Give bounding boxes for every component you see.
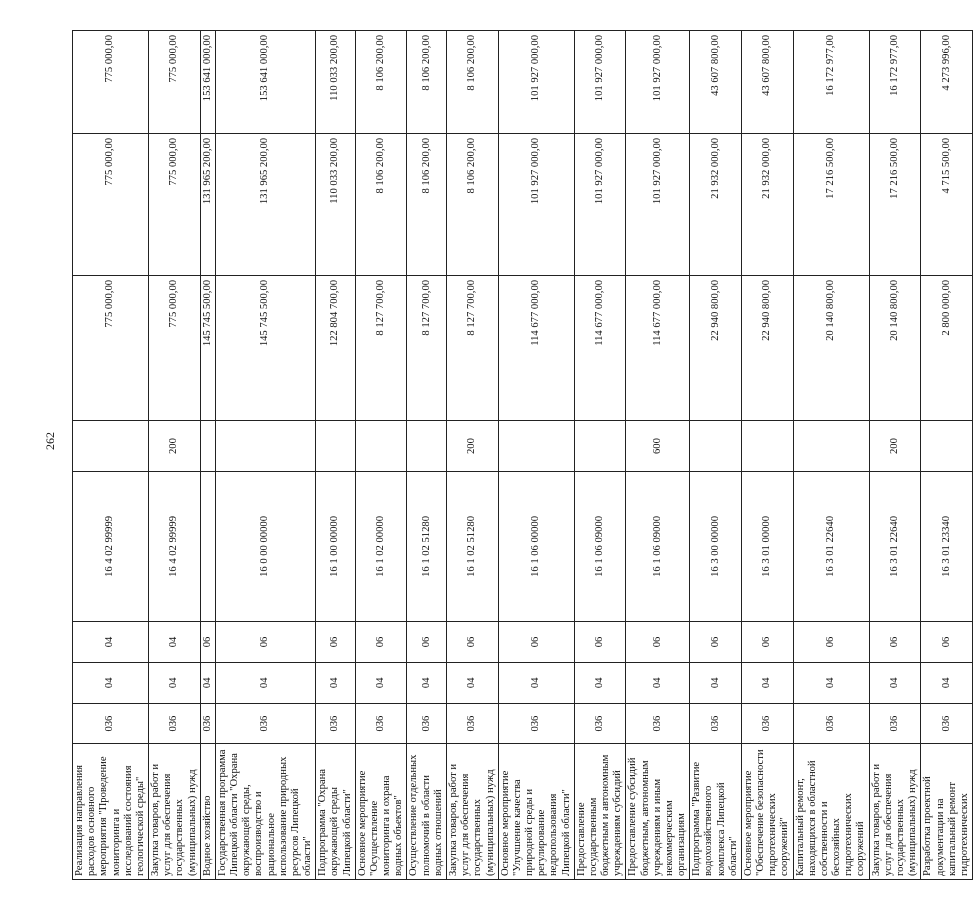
- row-name: Закупка товаров, работ и услуг для обеспечения государственных (муниципальных) нужд: [446, 744, 498, 880]
- cell-gr: 036: [215, 703, 315, 744]
- cell-sum-2: 21 932 000,00: [741, 133, 793, 275]
- cell-gr: 036: [316, 703, 356, 744]
- cell-sum-1: 8 127 700,00: [446, 275, 498, 420]
- cell-sum-1: 145 745 500,00: [215, 275, 315, 420]
- cell-gr: 036: [446, 703, 498, 744]
- cell-csr: 16 0 00 00000: [215, 471, 315, 621]
- row-name: Подпрограмма "Охрана окружающей среды Липецкой области": [316, 744, 356, 880]
- cell-pr: 04: [149, 622, 201, 663]
- cell-sum-1: 122 804 700,00: [316, 275, 356, 420]
- cell-rz: 04: [407, 662, 447, 703]
- cell-pr: 06: [869, 622, 921, 663]
- cell-csr: 16 4 02 99999: [149, 471, 201, 621]
- cell-rz: 04: [355, 662, 407, 703]
- cell-pr: 06: [446, 622, 498, 663]
- cell-sum-2: 17 216 500,00: [869, 133, 921, 275]
- cell-sum-2: 8 106 200,00: [446, 133, 498, 275]
- row-name: Государственная программа Липецкой области "Охрана окружающей среды, воспроизводство и рациональное использование природных ресурсов Липецкой области": [215, 744, 315, 880]
- cell-rz: 04: [626, 662, 690, 703]
- cell-sum-3: 101 927 000,00: [574, 31, 626, 134]
- cell-sum-3: 43 607 800,00: [690, 31, 742, 134]
- cell-gr: 036: [200, 703, 215, 744]
- cell-vr: [921, 421, 973, 472]
- cell-csr: 16 1 06 09000: [626, 471, 690, 621]
- cell-rz: 04: [316, 662, 356, 703]
- row-name: Подпрограмма "Развитие водохозяйственного комплекса Липецкой области": [690, 744, 742, 880]
- cell-csr: 16 3 01 22640: [793, 471, 869, 621]
- cell-vr: [498, 421, 574, 472]
- cell-sum-2: 8 106 200,00: [407, 133, 447, 275]
- cell-rz: 04: [446, 662, 498, 703]
- cell-sum-1: 114 677 000,00: [574, 275, 626, 420]
- cell-sum-3: 101 927 000,00: [498, 31, 574, 134]
- cell-sum-2: 131 965 200,00: [200, 133, 215, 275]
- cell-vr: [73, 421, 149, 472]
- cell-sum-3: 4 273 996,00: [921, 31, 973, 134]
- page-number: 262: [42, 432, 57, 450]
- cell-rz: 04: [921, 662, 973, 703]
- cell-rz: 04: [869, 662, 921, 703]
- table-row: [446, 31, 498, 880]
- cell-pr: 06: [741, 622, 793, 663]
- cell-sum-1: 20 140 800,00: [793, 275, 869, 420]
- budget-table-rotated: [72, 30, 970, 880]
- cell-sum-1: 2 800 000,00: [921, 275, 973, 420]
- cell-rz: 04: [498, 662, 574, 703]
- row-name: Осуществление отдельных полномочий в области водных отношений: [407, 744, 447, 880]
- cell-vr: [741, 421, 793, 472]
- cell-pr: 06: [921, 622, 973, 663]
- cell-sum-1: 145 745 500,00: [200, 275, 215, 420]
- cell-vr: [215, 421, 315, 472]
- table-row: [921, 31, 973, 880]
- cell-vr: [355, 421, 407, 472]
- row-name: Закупка товаров, работ и услуг для обеспечения государственных (муниципальных) нужд: [869, 744, 921, 880]
- row-name: Основное мероприятие "Осуществление мониторинга и охрана водных объектов": [355, 744, 407, 880]
- cell-pr: 06: [200, 622, 215, 663]
- budget-table: [72, 30, 973, 880]
- cell-csr: 16 3 01 22640: [869, 471, 921, 621]
- cell-csr: 16 3 01 00000: [741, 471, 793, 621]
- cell-pr: 06: [626, 622, 690, 663]
- cell-sum-1: 775 000,00: [73, 275, 149, 420]
- cell-pr: 06: [498, 622, 574, 663]
- table-row: [355, 31, 407, 880]
- cell-pr: 06: [316, 622, 356, 663]
- cell-pr: 06: [407, 622, 447, 663]
- cell-sum-3: 8 106 200,00: [407, 31, 447, 134]
- cell-csr: 16 1 02 51280: [446, 471, 498, 621]
- cell-sum-2: 101 927 000,00: [498, 133, 574, 275]
- cell-sum-1: 114 677 000,00: [498, 275, 574, 420]
- cell-sum-1: 114 677 000,00: [626, 275, 690, 420]
- table-row: [215, 31, 315, 880]
- table-body: [73, 31, 973, 880]
- table-row: [73, 31, 149, 880]
- cell-rz: 04: [741, 662, 793, 703]
- cell-sum-1: 8 127 700,00: [407, 275, 447, 420]
- cell-csr: [200, 471, 215, 621]
- table-row: [869, 31, 921, 880]
- cell-csr: 16 3 00 00000: [690, 471, 742, 621]
- table-row: [407, 31, 447, 880]
- cell-rz: 04: [200, 662, 215, 703]
- cell-vr: [690, 421, 742, 472]
- row-name: Водное хозяйство: [200, 744, 215, 880]
- cell-gr: 036: [355, 703, 407, 744]
- cell-sum-2: 775 000,00: [149, 133, 201, 275]
- row-name: Предоставление субсидий бюджетным, автономным учреждениям и иным некоммерческим организациям: [626, 744, 690, 880]
- cell-gr: 036: [741, 703, 793, 744]
- row-name: Закупка товаров, работ и услуг для обеспечения государственных (муниципальных) нужд: [149, 744, 201, 880]
- row-name: Разработка проектной документации на капитальный ремонт гидротехнических: [921, 744, 973, 880]
- table-row: [149, 31, 201, 880]
- cell-csr: 16 3 01 23340: [921, 471, 973, 621]
- cell-vr: [793, 421, 869, 472]
- cell-vr: [316, 421, 356, 472]
- cell-sum-2: 101 927 000,00: [626, 133, 690, 275]
- cell-gr: 036: [498, 703, 574, 744]
- cell-gr: 036: [869, 703, 921, 744]
- cell-rz: 04: [690, 662, 742, 703]
- cell-csr: 16 1 02 51280: [407, 471, 447, 621]
- cell-pr: 06: [355, 622, 407, 663]
- cell-sum-3: 101 927 000,00: [626, 31, 690, 134]
- cell-sum-2: 101 927 000,00: [574, 133, 626, 275]
- cell-pr: 04: [73, 622, 149, 663]
- cell-sum-3: 16 172 977,00: [793, 31, 869, 134]
- cell-rz: 04: [215, 662, 315, 703]
- cell-vr: 200: [446, 421, 498, 472]
- cell-sum-2: 131 965 200,00: [215, 133, 315, 275]
- cell-pr: 06: [690, 622, 742, 663]
- cell-csr: 16 1 00 00000: [316, 471, 356, 621]
- cell-gr: 036: [626, 703, 690, 744]
- row-name: Капитальный ремонт, находящихся в областной собственности и бесхозяйных гидротехнических сооружений: [793, 744, 869, 880]
- cell-gr: 036: [921, 703, 973, 744]
- cell-sum-3: 775 000,00: [149, 31, 201, 134]
- cell-sum-3: 8 106 200,00: [446, 31, 498, 134]
- cell-gr: 036: [690, 703, 742, 744]
- table-row: [626, 31, 690, 880]
- cell-gr: 036: [149, 703, 201, 744]
- cell-csr: 16 1 06 09000: [574, 471, 626, 621]
- cell-rz: 04: [149, 662, 201, 703]
- cell-sum-1: 8 127 700,00: [355, 275, 407, 420]
- cell-sum-3: 8 106 200,00: [355, 31, 407, 134]
- row-name: Основное мероприятие "Обеспечение безопасности гидротехнических сооружений": [741, 744, 793, 880]
- cell-vr: [407, 421, 447, 472]
- table-row: [741, 31, 793, 880]
- cell-sum-3: 153 641 000,00: [200, 31, 215, 134]
- cell-rz: 04: [574, 662, 626, 703]
- table-row: [316, 31, 356, 880]
- cell-vr: 200: [869, 421, 921, 472]
- cell-csr: 16 1 02 00000: [355, 471, 407, 621]
- cell-gr: 036: [574, 703, 626, 744]
- cell-sum-2: 4 715 500,00: [921, 133, 973, 275]
- cell-csr: 16 1 06 00000: [498, 471, 574, 621]
- table-row: [793, 31, 869, 880]
- cell-sum-3: 16 172 977,00: [869, 31, 921, 134]
- cell-vr: [200, 421, 215, 472]
- cell-sum-3: 153 641 000,00: [215, 31, 315, 134]
- cell-gr: 036: [73, 703, 149, 744]
- cell-vr: 200: [149, 421, 201, 472]
- cell-pr: 06: [793, 622, 869, 663]
- cell-sum-2: 110 033 200,00: [316, 133, 356, 275]
- cell-sum-1: 22 940 800,00: [690, 275, 742, 420]
- cell-vr: [574, 421, 626, 472]
- table-row: [574, 31, 626, 880]
- cell-sum-3: 110 033 200,00: [316, 31, 356, 134]
- cell-rz: 04: [73, 662, 149, 703]
- cell-sum-1: 22 940 800,00: [741, 275, 793, 420]
- table-row: [200, 31, 215, 880]
- cell-sum-3: 775 000,00: [73, 31, 149, 134]
- cell-csr: 16 4 02 99999: [73, 471, 149, 621]
- cell-rz: 04: [793, 662, 869, 703]
- cell-sum-2: 775 000,00: [73, 133, 149, 275]
- cell-sum-2: 17 216 500,00: [793, 133, 869, 275]
- cell-sum-2: 21 932 000,00: [690, 133, 742, 275]
- row-name: Реализация направления расходов основного мероприятия "Проведение мониторинга и исследований состояния геологической среды": [73, 744, 149, 880]
- table-row: [498, 31, 574, 880]
- cell-sum-1: 775 000,00: [149, 275, 201, 420]
- cell-gr: 036: [407, 703, 447, 744]
- row-name: Основное мероприятие "Улучшение качества природной среды и регулирование недропользования Липецкой области": [498, 744, 574, 880]
- cell-gr: 036: [793, 703, 869, 744]
- table-row: [690, 31, 742, 880]
- cell-sum-2: 8 106 200,00: [355, 133, 407, 275]
- cell-sum-3: 43 607 800,00: [741, 31, 793, 134]
- cell-vr: 600: [626, 421, 690, 472]
- row-name: Предоставление государственным бюджетным и автономным учреждениям субсидий: [574, 744, 626, 880]
- cell-pr: 06: [215, 622, 315, 663]
- cell-pr: 06: [574, 622, 626, 663]
- cell-sum-1: 20 140 800,00: [869, 275, 921, 420]
